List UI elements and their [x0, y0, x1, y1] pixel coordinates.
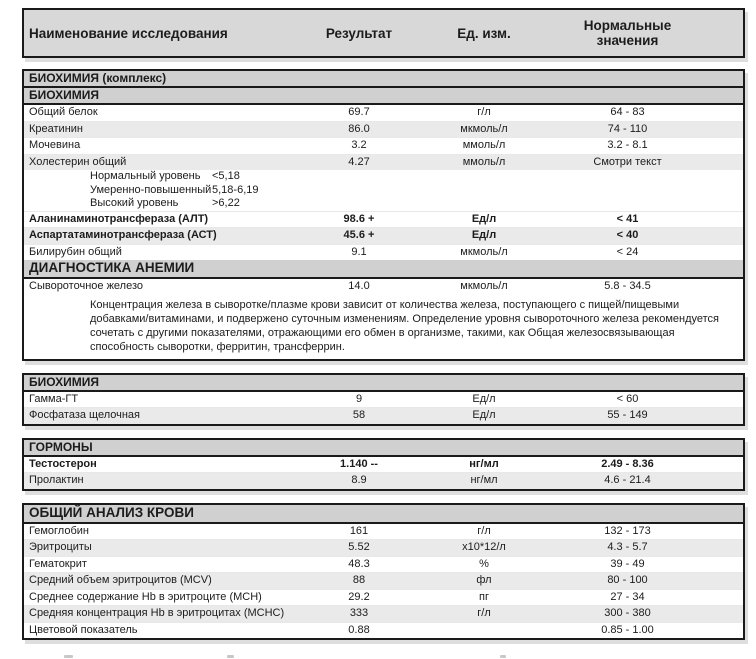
result-value-cell: 161 — [349, 524, 369, 537]
normal-range-cell: 300 - 380 — [604, 607, 651, 619]
test-name-cell: Фосфатаза щелочная — [29, 409, 141, 421]
normal-range-cell: 4.3 - 5.7 — [607, 541, 648, 553]
units-cell: нг/мл — [470, 474, 498, 486]
units-cell: г/л — [477, 607, 491, 619]
reference-level-value: >6,22 — [212, 197, 240, 209]
normal-range-cell: 27 - 34 — [610, 590, 645, 603]
column-header-units: Ед. изм. — [457, 25, 511, 41]
lab-result-row — [24, 539, 743, 556]
lab-result-row — [24, 105, 743, 121]
units-cell: г/л — [477, 524, 491, 537]
test-name-cell: Гамма-ГТ — [29, 392, 79, 405]
units-cell: нг/мл — [469, 457, 499, 470]
column-header-test-name: Наименование исследования — [29, 25, 228, 41]
normal-range-cell: 80 - 100 — [607, 574, 648, 586]
units-cell: пг — [479, 590, 489, 603]
result-value-cell: 98.6 + — [343, 212, 375, 225]
section-header-bar — [24, 260, 743, 279]
test-name-cell: Гемоглобин — [29, 524, 89, 537]
comment-note-line: добавками/витаминами, и подвержено суточным изменениям. Определение уровня сывороточного железа рекомендуется — [90, 312, 720, 325]
result-value-cell: 9 — [355, 392, 363, 405]
lab-result-row — [24, 622, 743, 639]
units-cell: Ед/л — [472, 409, 496, 421]
normal-range-cell: 55 - 149 — [607, 409, 648, 421]
result-value-cell: 58 — [352, 409, 366, 421]
lab-result-row — [24, 121, 743, 138]
test-name-cell: Сывороточное железо — [29, 280, 144, 292]
column-header-result: Результат — [325, 25, 393, 41]
test-name-cell: Общий белок — [29, 106, 98, 118]
normal-range-cell: 0.85 - 1.00 — [601, 623, 654, 636]
lab-result-row — [24, 457, 743, 473]
cutoff-line-artifact — [22, 652, 745, 659]
units-cell: Ед/л — [472, 392, 496, 405]
units-cell: мкмоль/л — [460, 280, 508, 292]
normal-range-cell: 4.6 - 21.4 — [604, 474, 651, 486]
result-value-cell: 45.6 + — [343, 229, 375, 241]
test-name-cell: Аланинаминотрансфераза (АЛТ) — [29, 212, 209, 225]
lab-result-row — [24, 227, 743, 244]
scan-smudge — [500, 655, 506, 658]
section-header-bar — [24, 440, 743, 457]
section-title: ГОРМОНЫ — [29, 439, 93, 454]
units-cell: г/л — [477, 106, 491, 118]
test-name-cell: Гематокрит — [29, 557, 87, 570]
test-name-cell: Средний объем эритроцитов (MCV) — [29, 574, 212, 586]
lab-result-row — [24, 244, 743, 261]
reference-level-label: Нормальный уровень — [90, 170, 201, 182]
test-name-cell: Холестерин общий — [29, 155, 127, 168]
units-cell: фл — [476, 574, 492, 586]
units-cell: мкмоль/л — [460, 122, 508, 135]
result-value-cell: 88 — [352, 574, 366, 586]
lab-result-row — [24, 211, 743, 228]
result-value-cell: 9.1 — [351, 245, 367, 258]
result-value-cell: 69.7 — [348, 106, 370, 118]
result-value-cell: 48.3 — [348, 557, 370, 570]
result-value-cell: 1.140 -- — [340, 457, 378, 470]
normal-range-cell: 2.49 - 8.36 — [601, 457, 654, 470]
test-name-cell: Тестостерон — [29, 457, 97, 470]
normal-range-cell: < 40 — [616, 229, 639, 241]
result-block — [22, 438, 745, 491]
lab-result-row — [24, 472, 743, 489]
result-block — [22, 69, 745, 361]
units-cell: % — [479, 557, 489, 570]
test-name-cell: Среднее содержание Hb в эритроците (MCH) — [29, 590, 262, 603]
lab-result-row — [24, 605, 743, 622]
comment-note-line: сочетать с другими показателями, отражающими его обмен в организме, такими, как Общая железосвязывающая — [90, 326, 675, 339]
result-value-cell: 0.88 — [348, 623, 370, 636]
reference-level-value: <5,18 — [212, 170, 240, 182]
comment-note-line: способность сыворотки, ферритин, трансферрин. — [90, 340, 345, 353]
units-cell: Ед/л — [471, 212, 497, 225]
lab-result-row — [24, 137, 743, 154]
units-cell: мкмоль/л — [460, 245, 508, 258]
comment-note — [24, 295, 743, 359]
lab-result-row — [24, 392, 743, 408]
reference-level-value: 5,18-6,19 — [212, 183, 259, 196]
lab-result-row — [24, 572, 743, 589]
result-value-cell: 4.27 — [348, 155, 370, 168]
result-block — [22, 503, 745, 641]
units-cell: ммоль/л — [462, 155, 506, 168]
normal-range-cell: < 41 — [616, 212, 639, 225]
comment-note-line: Концентрация железа в сыворотке/плазме крови зависит от количества железа, поступающего с пищей/пищевыми — [90, 298, 680, 311]
test-name-cell: Креатинин — [29, 122, 83, 135]
result-value-cell: 86.0 — [348, 122, 370, 135]
result-value-cell: 8.9 — [351, 474, 367, 486]
lab-result-row — [24, 589, 743, 606]
lab-result-row — [24, 524, 743, 540]
normal-range-cell: 132 - 173 — [604, 524, 651, 537]
section-title: ОБЩИЙ АНАЛИЗ КРОВИ — [29, 504, 194, 520]
scan-smudge — [227, 655, 234, 658]
lab-result-row — [24, 154, 743, 171]
units-cell: ммоль/л — [462, 139, 506, 151]
result-value-cell: 333 — [349, 607, 369, 619]
section-title: БИОХИМИЯ — [29, 374, 100, 389]
section-title: БИОХИМИЯ (комплекс) — [29, 71, 167, 85]
normal-range-cell: 39 - 49 — [610, 557, 645, 570]
section-header-bar — [24, 71, 743, 88]
normal-range-cell: 64 - 83 — [610, 106, 645, 118]
units-cell: Ед/л — [471, 229, 497, 241]
table-header-row — [22, 8, 745, 58]
result-blocks-container — [22, 69, 745, 640]
lab-result-row — [24, 279, 743, 295]
result-value-cell: 3.2 — [351, 139, 367, 151]
normal-range-cell: 5.8 - 34.5 — [604, 280, 651, 292]
lab-result-row — [24, 556, 743, 573]
normal-range-cell: < 24 — [616, 245, 639, 258]
result-value-cell: 14.0 — [348, 280, 370, 292]
result-value-cell: 29.2 — [348, 590, 370, 603]
section-header-bar — [24, 375, 743, 392]
section-header-bar — [24, 505, 743, 524]
test-name-cell: Мочевина — [29, 139, 81, 151]
normal-range-cell: 3.2 - 8.1 — [607, 139, 648, 151]
result-block — [22, 373, 745, 426]
normal-range-cell: Смотри текст — [593, 155, 662, 168]
reference-level-subrow — [24, 197, 743, 211]
column-header-normal-values: Нормальные значения — [583, 18, 672, 48]
section-title: ДИАГНОСТИКА АНЕМИИ — [29, 260, 195, 275]
scan-smudge — [64, 655, 73, 658]
units-cell: х10*12/л — [462, 541, 506, 553]
test-name-cell: Билирубин общий — [29, 245, 122, 258]
normal-range-cell: 74 - 110 — [607, 122, 648, 135]
test-name-cell: Средняя концентрация Hb в эритроцитах (MCHC) — [29, 607, 285, 619]
section-header-bar — [24, 88, 743, 105]
test-name-cell: Аспартатаминотрансфераза (АСТ) — [29, 229, 217, 241]
result-value-cell: 5.52 — [348, 541, 370, 553]
test-name-cell: Пролактин — [29, 474, 84, 486]
test-name-cell: Цветовой показатель — [29, 623, 138, 636]
reference-level-label: Умеренно-повышенный — [90, 183, 212, 196]
reference-level-subrow — [24, 170, 743, 184]
section-title: БИОХИМИЯ — [29, 88, 100, 102]
normal-range-cell: < 60 — [616, 392, 639, 405]
reference-level-subrow — [24, 184, 743, 198]
lab-result-row — [24, 407, 743, 424]
test-name-cell: Эритроциты — [29, 541, 92, 553]
reference-level-label: Высокий уровень — [90, 197, 179, 209]
